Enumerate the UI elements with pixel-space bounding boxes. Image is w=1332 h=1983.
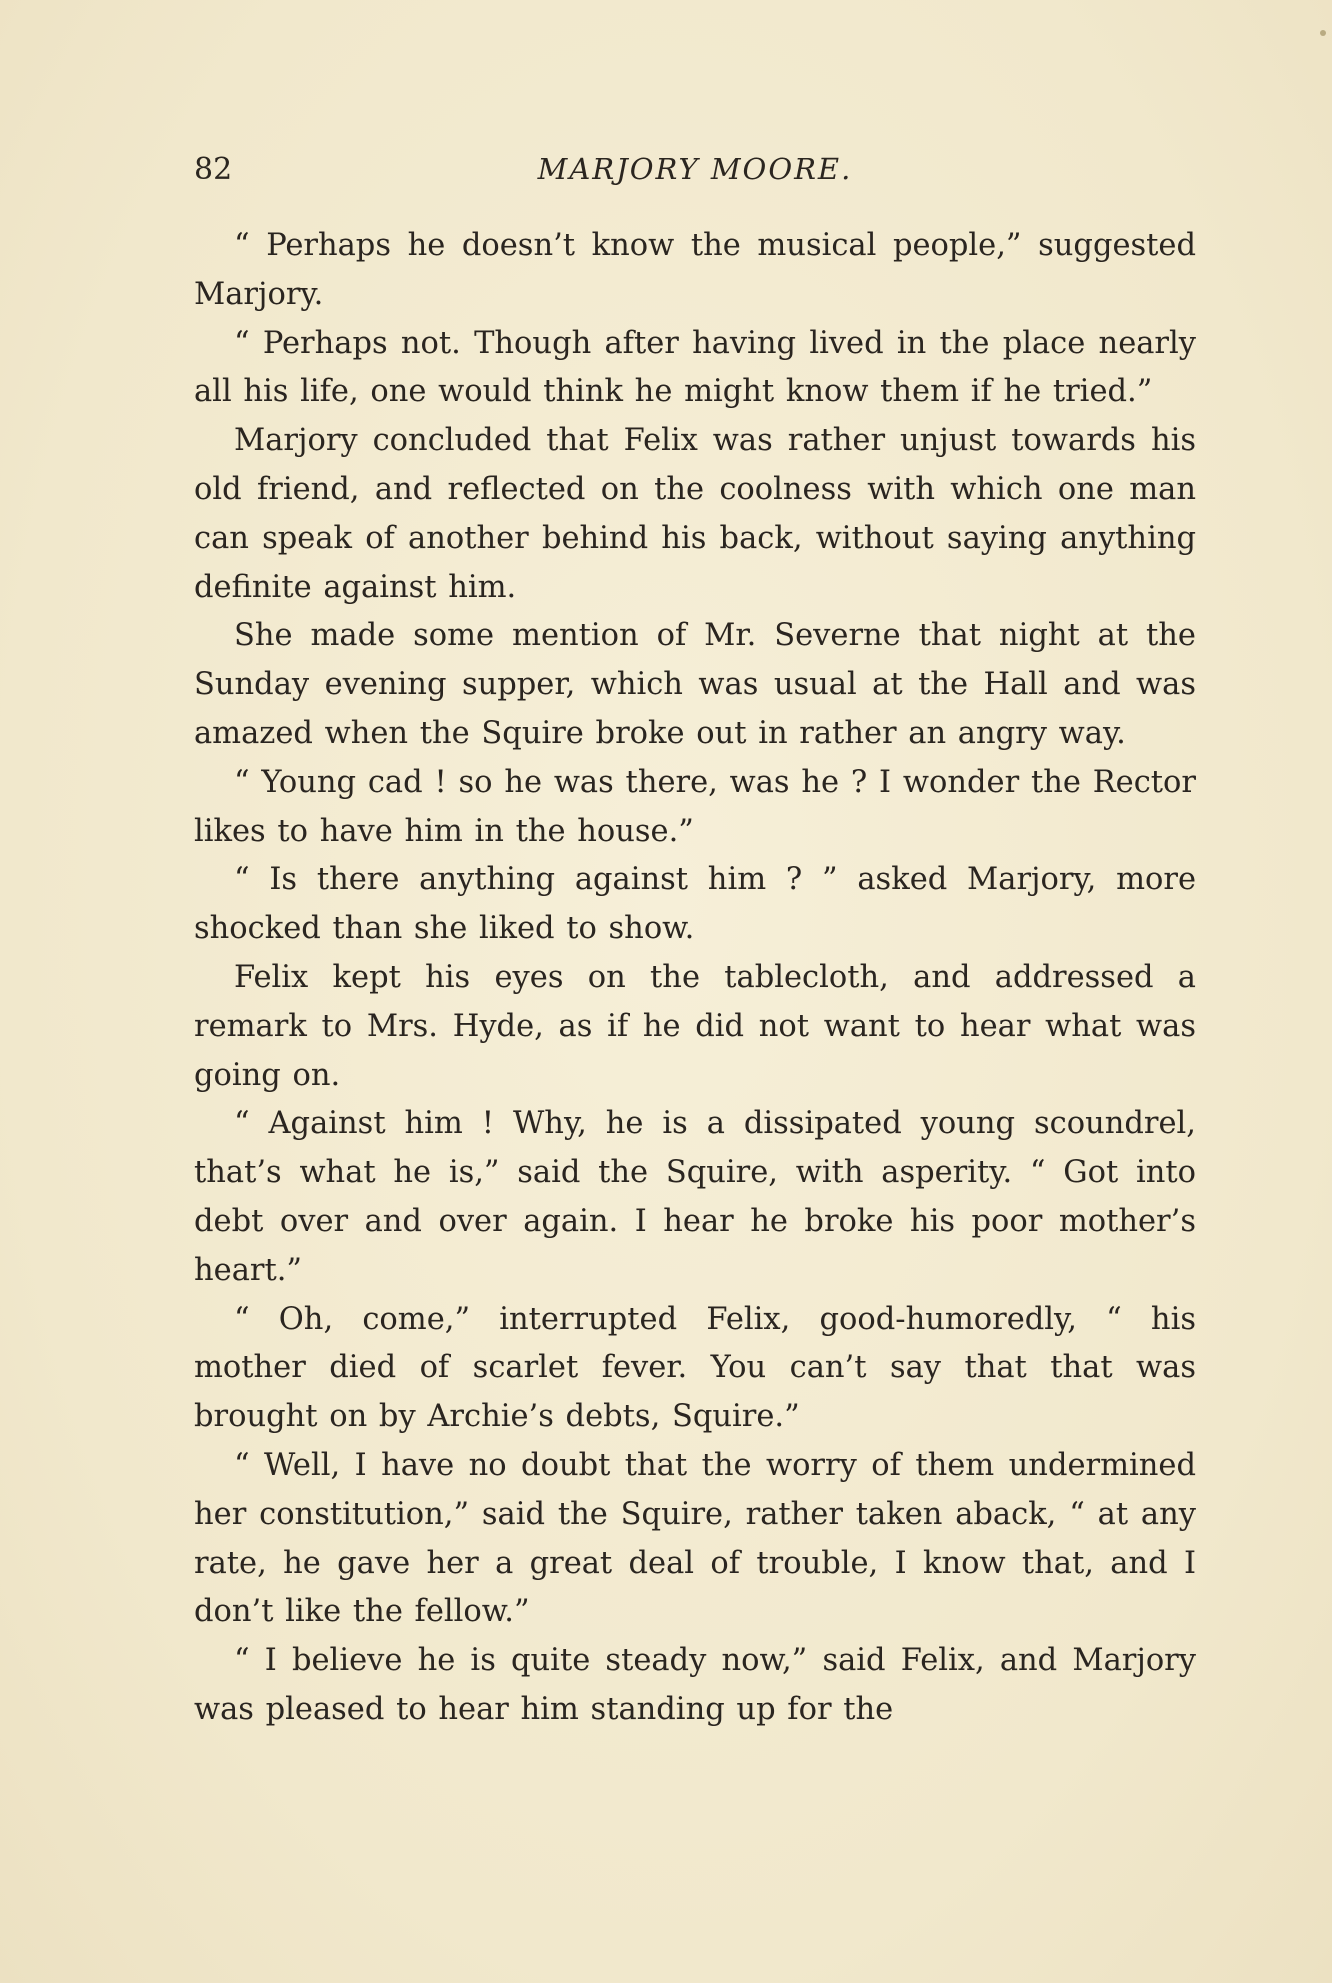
paragraph: “ Oh, come,” interrupted Felix, good-humoredly, “ his mother died of scarlet fever. You can’t say that that was brought on by Archie’s debts, Squire.” — [194, 1301, 1196, 1435]
body-text — [194, 222, 1196, 1735]
paragraph: “ Young cad ! so he was there, was he ? I wonder the Rector likes to have him in the house.” — [194, 764, 1196, 849]
page-number: 82 — [194, 152, 233, 187]
paragraph: “ Well, I have no doubt that the worry of them undermined her constitution,” said the Squire, rather taken aback, “ at any rate, he gave her a great deal of trouble, I know that, and I don’t like the fellow.” — [194, 1447, 1196, 1630]
page-smudge — [1320, 30, 1326, 36]
paragraph: Marjory concluded that Felix was rather unjust towards his old friend, and reflected on the coolness with which one man can speak of another behind his back, without saying anything definite against him. — [194, 423, 1196, 605]
paragraph: “ Perhaps not. Though after having lived in the place nearly all his life, one would think he might know them if he tried.” — [194, 325, 1196, 410]
paragraph: “ Against him ! Why, he is a dissipated young scoundrel, that’s what he is,” said the Squire, with asperity. “ Got into debt over and over again. I hear he broke his poor mother’s heart.” — [194, 1106, 1196, 1288]
paragraph: Felix kept his eyes on the tablecloth, and addressed a remark to Mrs. Hyde, as if he did not want to hear what was going on. — [194, 959, 1196, 1093]
paragraph: “ I believe he is quite steady now,” said Felix, and Marjory was pleased to hear him standing up for the — [194, 1643, 1196, 1727]
page-header — [194, 148, 1196, 200]
paragraph: “ Perhaps he doesn’t know the musical people,” suggested Marjory. — [194, 228, 1196, 312]
running-title: MARJORY MOORE. — [537, 152, 853, 186]
paragraph: “ Is there anything against him ? ” asked Marjory, more shocked than she liked to show. — [194, 862, 1196, 947]
paragraph: She made some mention of Mr. Severne that night at the Sunday evening supper, which was usual at the Hall and was amazed when the Squire broke out in rather an angry way. — [194, 618, 1196, 751]
